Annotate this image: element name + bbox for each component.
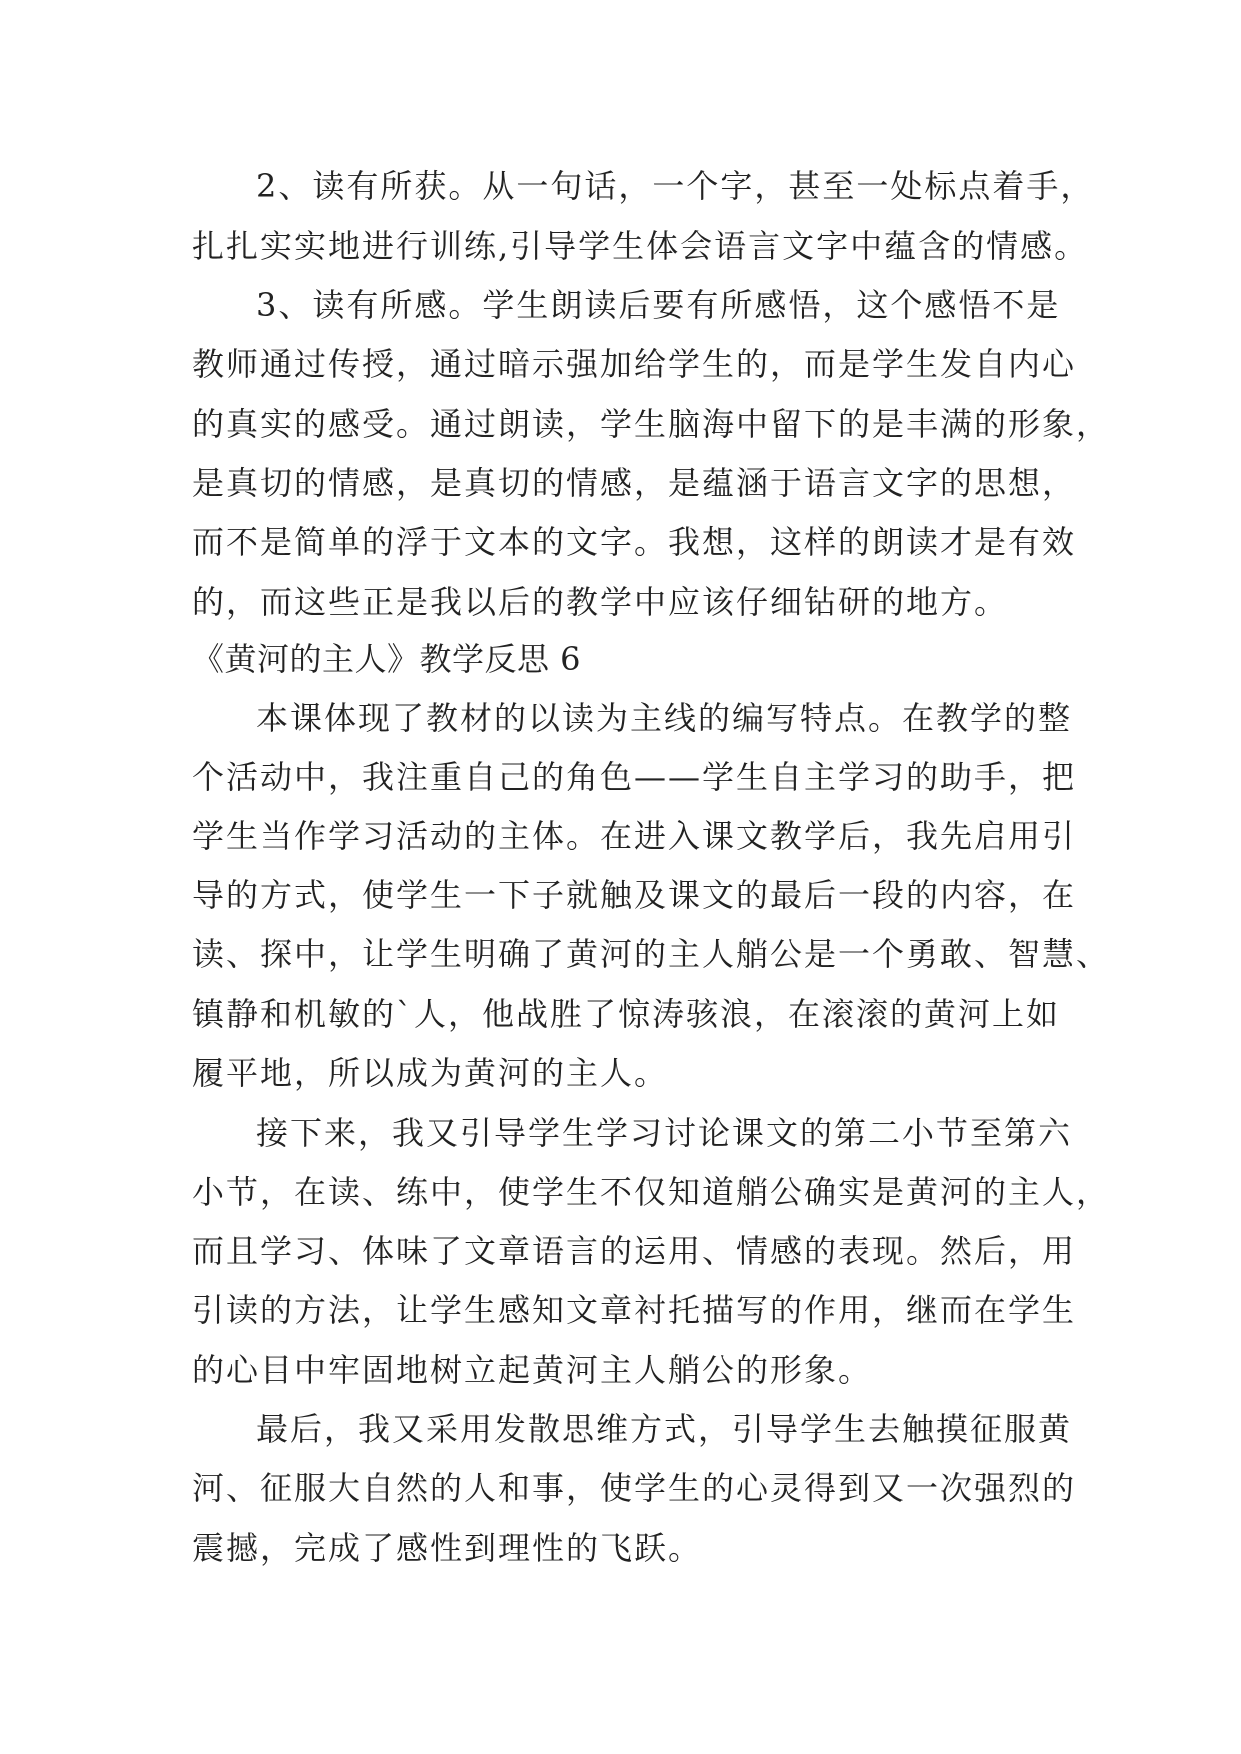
body-paragraph-1-line-7: 履平地，所以成为黄河的主人。: [192, 1054, 669, 1092]
body-paragraph-2-line-3: 而且学习、体味了文章语言的运用、情感的表现。然后，用: [192, 1232, 1077, 1270]
body-paragraph-2-line-4: 引读的方法，让学生感知文章衬托描写的作用，继而在学生: [192, 1291, 1077, 1329]
paragraph-3-line-4: 是真切的情感，是真切的情感，是蕴涵于语言文字的思想，: [192, 464, 1077, 502]
body-paragraph-2-line-5: 的心目中牢固地树立起黄河主人艄公的形象。: [192, 1351, 873, 1389]
paragraph-2-line-1: 2、读有所获。从一句话，一个字，甚至一处标点着手，: [256, 167, 1095, 205]
body-paragraph-3-line-2: 河、征服大自然的人和事，使学生的心灵得到又一次强烈的: [192, 1469, 1077, 1507]
body-paragraph-1-line-5: 读、探中，让学生明确了黄河的主人艄公是一个勇敢、智慧、: [192, 935, 1111, 973]
paragraph-2-line-2: 扎扎实实地进行训练,引导学生体会语言文字中蕴含的情感。: [192, 227, 1089, 265]
body-paragraph-1-line-3: 学生当作学习活动的主体。在进入课文教学后，我先启用引: [192, 817, 1077, 855]
paragraph-3-line-2: 教师通过传授，通过暗示强加给学生的，而是学生发自内心: [192, 345, 1077, 383]
body-paragraph-2-line-2: 小节，在读、练中，使学生不仅知道艄公确实是黄河的主人，: [192, 1173, 1111, 1211]
body-paragraph-1-line-6: 镇静和机敏的`人，他战胜了惊涛骇浪，在滚滚的黄河上如: [192, 995, 1061, 1033]
paragraph-3-line-5: 而不是简单的浮于文本的文字。我想，这样的朗读才是有效: [192, 523, 1077, 561]
body-paragraph-2-line-1: 接下来，我又引导学生学习讨论课文的第二小节至第六: [256, 1114, 1073, 1152]
paragraph-3-line-3: 的真实的感受。通过朗读，学生脑海中留下的是丰满的形象，: [192, 405, 1111, 443]
body-paragraph-3-line-1: 最后，我又采用发散思维方式，引导学生去触摸征服黄: [256, 1410, 1073, 1448]
body-paragraph-1-line-1: 本课体现了教材的以读为主线的编写特点。在教学的整: [256, 699, 1073, 737]
body-paragraph-1-line-2: 个活动中，我注重自己的角色——学生自主学习的助手，把: [192, 758, 1077, 796]
section-heading: 《黄河的主人》教学反思 6: [192, 640, 582, 678]
body-paragraph-1-line-4: 导的方式，使学生一下子就触及课文的最后一段的内容，在: [192, 876, 1077, 914]
paragraph-3-line-6: 的，而这些正是我以后的教学中应该仔细钻研的地方。: [192, 583, 1009, 621]
paragraph-3-line-1: 3、读有所感。学生朗读后要有所感悟，这个感悟不是: [256, 286, 1061, 324]
body-paragraph-3-line-3: 震撼，完成了感性到理性的飞跃。: [192, 1529, 703, 1567]
